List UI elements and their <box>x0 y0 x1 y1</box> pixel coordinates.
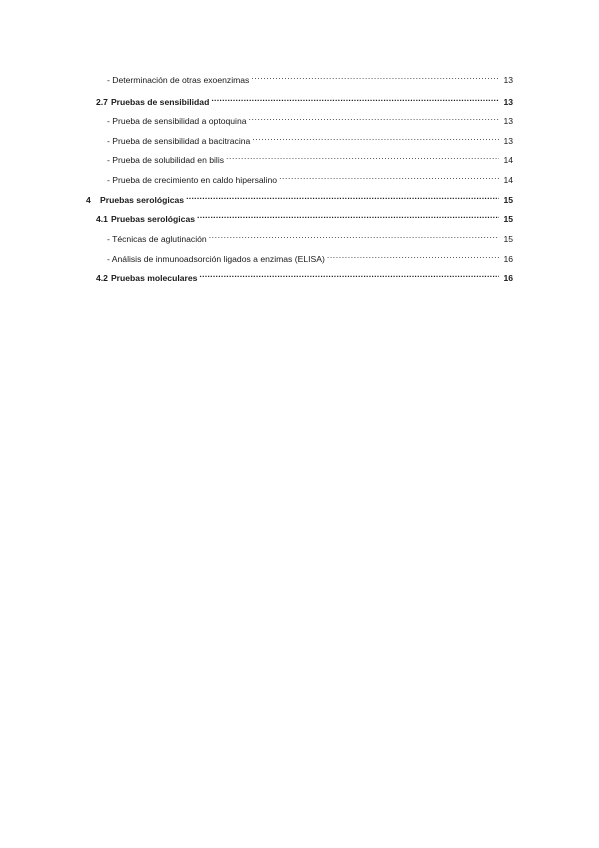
toc-entry-title: Pruebas moleculares <box>110 273 198 283</box>
toc-entry-page: 16 <box>503 254 513 264</box>
toc-entry[interactable] <box>107 113 513 127</box>
toc-entry-title: - Prueba de sensibilidad a bacitracina <box>107 136 251 146</box>
toc-entry-title: - Análisis de inmunoadsorción ligados a enzimas (ELISA) <box>107 254 325 264</box>
toc-entry-title: Pruebas de sensibilidad <box>110 97 210 107</box>
toc-entry[interactable] <box>107 133 513 147</box>
toc-entry-page: 14 <box>503 155 513 165</box>
toc-entry[interactable] <box>107 72 513 86</box>
toc-leader-dots <box>249 113 499 124</box>
toc-leader-dots <box>327 251 499 262</box>
toc-entry-page: 13 <box>503 116 513 126</box>
toc-leader-dots <box>211 94 499 105</box>
toc-entry-title: Pruebas serológicas <box>100 195 185 205</box>
toc-entry-title: Pruebas serológicas <box>110 214 196 224</box>
toc-entry-title: - Técnicas de aglutinación <box>107 234 207 244</box>
toc-leader-dots <box>209 231 499 242</box>
toc-entry-number: 2.7 <box>96 97 108 107</box>
toc-leader-dots <box>186 192 499 203</box>
toc-entry-title: - Determinación de otras exoenzimas <box>107 75 250 85</box>
toc-entry[interactable] <box>96 94 513 108</box>
toc-entry-title: - Prueba de solubilidad en bilis <box>107 155 225 165</box>
toc-entry-title: - Prueba de sensibilidad a optoquina <box>107 116 247 126</box>
toc-leader-dots <box>279 172 499 183</box>
toc-entry-page: 15 <box>503 195 513 205</box>
toc-leader-dots <box>199 270 499 281</box>
toc-leader-dots <box>251 72 499 83</box>
toc-entry[interactable] <box>96 270 513 284</box>
toc-leader-dots <box>252 133 499 144</box>
toc-entry-title: - Prueba de crecimiento en caldo hipersalino <box>107 175 278 185</box>
toc-entry-page: 13 <box>503 97 513 107</box>
toc-entry-page: 15 <box>503 214 513 224</box>
toc-entry[interactable] <box>107 152 513 166</box>
toc-entry-number: 4 <box>86 195 91 205</box>
toc-leader-dots <box>226 152 499 163</box>
toc-entry[interactable] <box>96 211 513 225</box>
toc-entry-number: 4.1 <box>96 214 108 224</box>
toc-entry-page: 15 <box>503 234 513 244</box>
toc-entry-page: 14 <box>503 175 513 185</box>
toc-entry[interactable] <box>107 231 513 245</box>
toc-entry[interactable] <box>107 172 513 186</box>
toc-entry[interactable] <box>86 192 513 206</box>
toc-entry-page: 13 <box>503 75 513 85</box>
toc-entry-number: 4.2 <box>96 273 108 283</box>
toc-entry-page: 16 <box>503 273 513 283</box>
toc-leader-dots <box>197 211 499 222</box>
toc-entry[interactable] <box>107 251 513 265</box>
toc-entry-page: 13 <box>503 136 513 146</box>
